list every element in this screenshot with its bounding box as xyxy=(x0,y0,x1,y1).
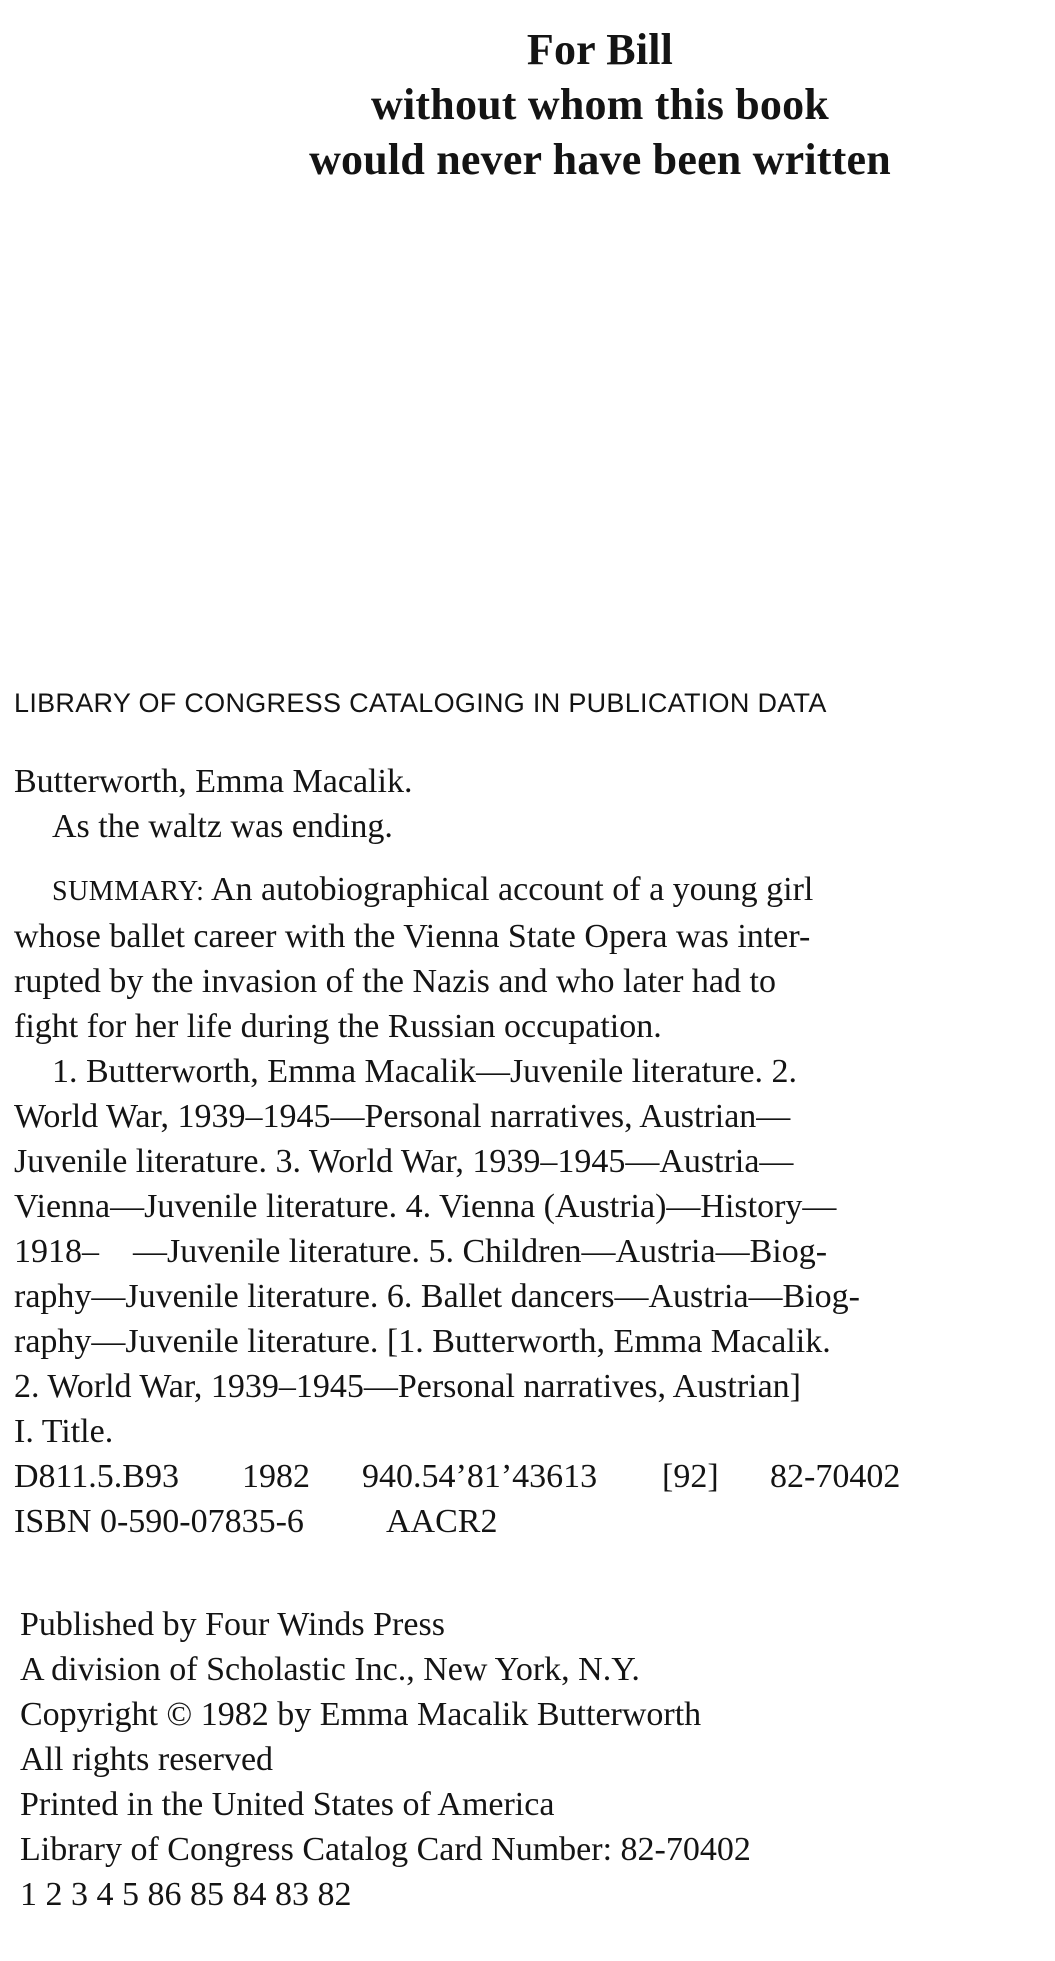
cip-summary-line: whose ballet career with the Vienna State Opera was inter- xyxy=(14,918,811,955)
pub-year: 1982 xyxy=(242,1458,310,1495)
cip-subject-line: I. Title. xyxy=(14,1413,114,1450)
publication-info xyxy=(20,1602,1040,1917)
dedication-line: For Bill xyxy=(526,25,674,74)
publisher-line: Published by Four Winds Press xyxy=(20,1606,445,1643)
cip-subject-line: Vienna—Juvenile literature. 4. Vienna (Austria)—History— xyxy=(14,1188,837,1225)
cip-summary-line: fight for her life during the Russian occupation. xyxy=(14,1008,662,1045)
cip-title: As the waltz was ending. xyxy=(52,808,393,845)
publisher-division: A division of Scholastic Inc., New York, N.Y. xyxy=(20,1651,640,1688)
cip-subject-line: Juvenile literature. 3. World War, 1939–1945—Austria— xyxy=(14,1143,794,1180)
cip-summary-line: rupted by the invasion of the Nazis and who later had to xyxy=(14,963,776,1000)
lc-class-number: D811.5.B93 xyxy=(14,1458,179,1495)
dedication-line: without whom this book xyxy=(371,80,829,129)
cip-summary-line xyxy=(14,867,1044,914)
cip-body xyxy=(14,759,1044,1544)
rights-line: All rights reserved xyxy=(20,1741,274,1778)
cip-subject-line: 1. Butterworth, Emma Macalik—Juvenile literature. 2. xyxy=(52,1053,797,1090)
cip-subject-line: 2. World War, 1939–1945—Personal narratives, Austrian] xyxy=(14,1368,801,1405)
lccn: 82-70402 xyxy=(770,1458,901,1495)
cataloging-rules: AACR2 xyxy=(386,1503,498,1540)
printed-in-line: Printed in the United States of America xyxy=(20,1786,555,1823)
cip-subject-line: World War, 1939–1945—Personal narratives, Austrian— xyxy=(14,1098,791,1135)
dedication-line: would never have been written xyxy=(309,135,891,184)
summary-text: An autobiographical account of a young girl xyxy=(204,871,814,908)
copyright-line: Copyright © 1982 by Emma Macalik Butterworth xyxy=(20,1696,702,1733)
isbn-line xyxy=(14,1499,1044,1544)
cip-subject-line: raphy—Juvenile literature. [1. Butterworth, Emma Macalik. xyxy=(14,1323,831,1360)
call-number-line xyxy=(14,1454,1044,1499)
printing-line: 1 2 3 4 5 86 85 84 83 82 xyxy=(20,1876,352,1913)
dewey-number: 940.54’81’43613 xyxy=(362,1458,598,1495)
cip-author: Butterworth, Emma Macalik. xyxy=(14,763,413,800)
cip-heading: LIBRARY OF CONGRESS CATALOGING IN PUBLICATION DATA xyxy=(14,688,827,718)
catalog-card-number: Library of Congress Catalog Card Number: 82-70402 xyxy=(20,1831,751,1868)
cip-subject-line: 1918– —Juvenile literature. 5. Children—Austria—Biog- xyxy=(14,1233,828,1270)
summary-label: SUMMARY: xyxy=(52,876,205,907)
cip-subject-line: raphy—Juvenile literature. 6. Ballet dancers—Austria—Biog- xyxy=(14,1278,860,1315)
cip-block xyxy=(14,688,1044,1544)
bracket-number: [92] xyxy=(662,1458,719,1495)
isbn: ISBN 0-590-07835-6 xyxy=(14,1503,304,1540)
dedication xyxy=(255,22,945,187)
